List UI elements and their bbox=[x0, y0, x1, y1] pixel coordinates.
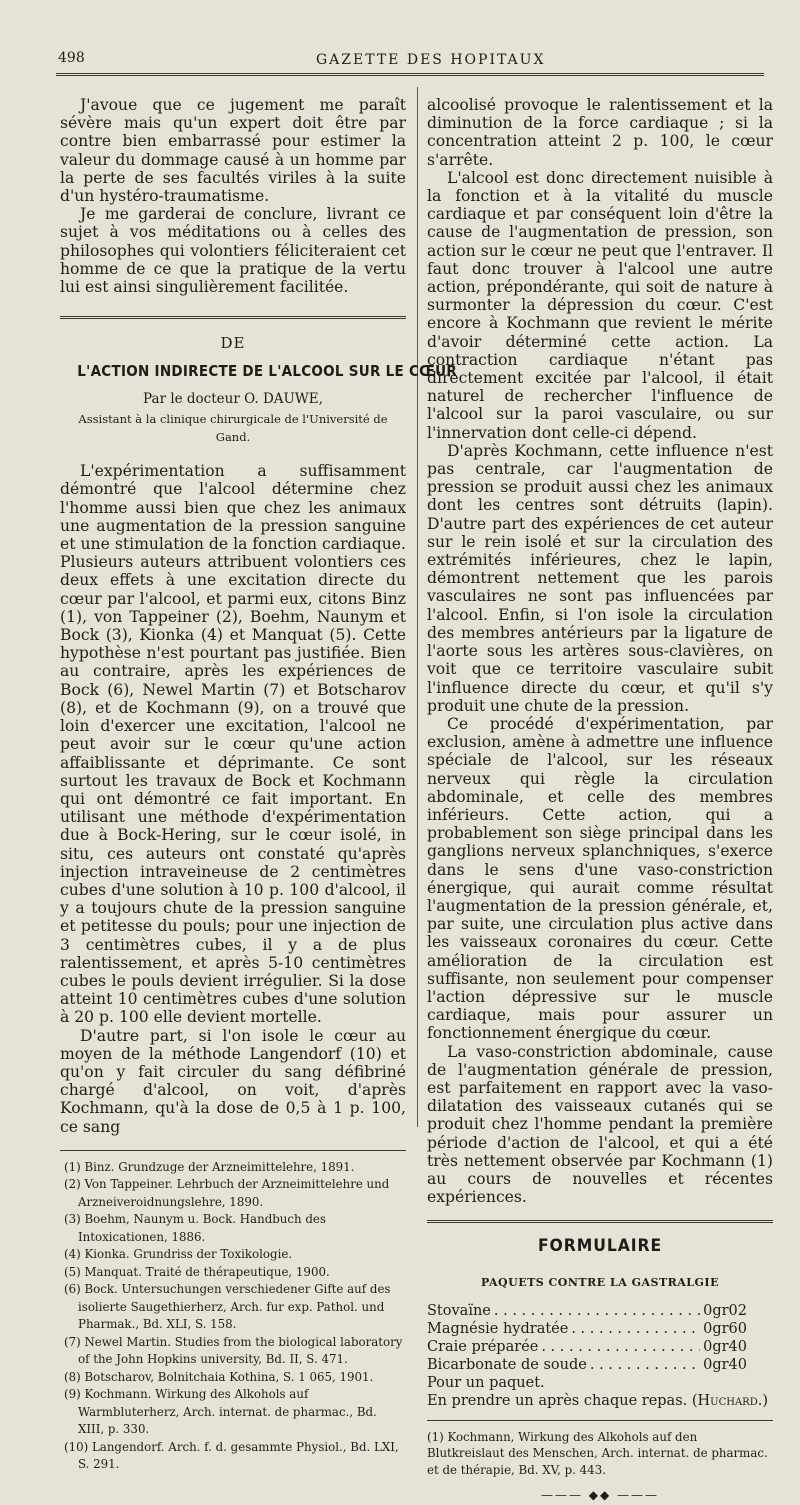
footnote: (10) Langendorf. Arch. f. d. gesammte Physiol., Bd. LXI, S. 291. bbox=[64, 1439, 399, 1472]
ingredient-name: Stovaïne bbox=[427, 1302, 491, 1319]
instruction-text: En prendre un après chaque repas. ( bbox=[427, 1392, 698, 1409]
footnote-rule bbox=[60, 1150, 406, 1151]
article-paragraph: L'expérimentation a suffisamment démontré que l'alcool détermine chez l'homme aussi bien que chez les animaux une augmentation de la pression sanguine et une stimulation de la fonction cardiaque. Plusieurs auteurs attribuent volontiers ces deux effets à une excitation directe du cœur par l'alcool, et parmi eux, citons Binz (1), von Tappeiner (2), Boehm, Naunym et Bock (3), Kionka (4) et Manquat (5). Cette hypothèse n'est pourtant pas justifiée. Bien au contraire, après les expériences de Bock (6), Newel Martin (7) et Botscharov (8), et de Kochmann (9), on a trouvé que loin d'exercer une excitation, l'alcool ne peut avoir sur le cœur qu'une action affaiblissante et déprimante. Ce sont surtout les travaux de Bock et Kochmann qui ont démontré ce fait important. En utilisant une méthode d'expérimentation due à Bock-Hering, sur le cœur isolé, in situ, ces auteurs ont constaté qu'après injection intraveineuse de 2 centimètres cubes d'une solution à 10 p. 100 d'alcool, il y a toujours chute de la pression sanguine et petitesse du pouls; pour une injection de 3 centimètres cubes, il y a de plus ralentissement, et après 5-10 centimètres cubes le pouls devient irrégulier. Si la dose atteint 10 centimètres cubes d'une solution à 20 p. 100 elle devient mortelle. bbox=[60, 462, 406, 1027]
column-divider bbox=[417, 87, 418, 1127]
ingredient-row bbox=[427, 1356, 773, 1374]
ingredient-qty: 0gr40 bbox=[703, 1338, 747, 1355]
recipe-instruction: Pour un paquet. bbox=[427, 1374, 545, 1391]
article-paragraph: D'autre part, si l'on isole le cœur au moyen de la méthode Langendorf (10) et qu'on y fait circuler du sang défibriné chargé d'alcool, on voit, d'après Kochmann, qu'à la dose de 0,5 à 1 p. 100, ce sang bbox=[60, 1026, 406, 1136]
intro-paragraph: J'avoue que ce jugement me paraît sévère mais qu'un expert doit être par contre bien embarrassé pour estimer la valeur du dommage causé à un homme par la perte de ses facultés viriles à la suite d'un hystéro-traumatisme. bbox=[60, 96, 406, 206]
leader-dots bbox=[494, 1302, 700, 1320]
header-rule bbox=[56, 73, 764, 76]
section-divider bbox=[427, 1220, 773, 1223]
recipe-instruction bbox=[427, 1392, 773, 1410]
article-author: Par le docteur O. DAUWE, bbox=[143, 390, 323, 407]
article-paragraph: La vaso-constriction abdominale, cause de l'augmentation générale de pression, est parfaitement en rapport avec la vaso-dilatation des vaisseaux cutanés qui se produit chez l'homme pendant la première période d'action de l'alcool, et qui a été très nettement observée par Kochmann (1) au cours de nouvelles et récentes expériences. bbox=[427, 1042, 773, 1207]
left-column bbox=[60, 96, 458, 1474]
footnote: (3) Boehm, Naunym u. Bock. Handbuch des Intoxicationen, 1886. bbox=[64, 1212, 326, 1244]
ingredient-row bbox=[427, 1320, 773, 1338]
footnote: (1) Kochmann, Wirkung des Alkohols auf den Blutkreislaut des Menschen, Arch. internat. de pharmac. et de thérapie, Bd. XV, p. 443. bbox=[427, 1429, 768, 1477]
leader-dots bbox=[590, 1356, 700, 1374]
article-title: L'ACTION INDIRECTE DE L'ALCOOL SUR LE CŒUR bbox=[77, 362, 458, 381]
ingredient-name: Craie préparée bbox=[427, 1338, 539, 1355]
footnote: (4) Kionka. Grundriss der Toxikologie. bbox=[64, 1247, 293, 1262]
ingredient-name: Bicarbonate de soude bbox=[427, 1356, 587, 1373]
article-paragraph: D'après Kochmann, cette influence n'est pas centrale, car l'augmentation de pression se produit aussi chez les animaux dont les centres sont détruits (lapin). D'autre part des expériences de cet auteur sur le rein isolé et sur la circulation des extrémités inférieures, chez le lapin, démontrent nettement que les parois vasculaires ne sont pas influencées par l'alcool. Enfin, si l'on isole la circulation des membres antérieurs par la ligature de l'aorte sous les artères sous-clavières, on voit que ce territoire vasculaire subit l'influence directe du cœur, et qu'il s'y produit une chute de la pression. bbox=[427, 441, 773, 715]
ingredient-qty: 0gr40 bbox=[703, 1356, 747, 1373]
ingredient-row bbox=[427, 1338, 773, 1356]
page-number: 498 bbox=[58, 50, 85, 66]
footnote: (1) Binz. Grundzuge der Arzneimittelehre, 1891. bbox=[64, 1159, 355, 1174]
footnote: (8) Botscharov, Bolnitchaia Kothina, S. 1 065, 1901. bbox=[64, 1369, 374, 1384]
footnote: (7) Newel Martin. Studies from the biological laboratory of the John Hopkins university, Bd. II, S. 471. bbox=[64, 1334, 403, 1367]
footnote: (5) Manquat. Traité de thérapeutique, 1900. bbox=[64, 1264, 330, 1279]
end-ornament: ——— ◆◆ ——— bbox=[540, 1488, 660, 1503]
footnote: (2) Von Tappeiner. Lehrbuch der Arzneimittelehre und Arzneiveroidnungslehre, 1890. bbox=[64, 1177, 390, 1209]
intro-paragraph: Je me garderai de conclure, livrant ce sujet à vos méditations ou à celles des philosophes qui volontiers féliciteraient cet homme de ce que la pratique de la vertu lui est ainsi singulièrement facilitée. bbox=[60, 205, 406, 297]
article-paragraph: alcoolisé provoque le ralentissement et la diminution de la force cardiaque ; si la concentration atteint 2 p. 100, le cœur s'arrête. bbox=[427, 96, 773, 169]
section-divider bbox=[60, 316, 406, 319]
footnote: (6) Bock. Untersuchungen verschiedener Gifte auf des isolierte Saugethierherz, Arch. fur exp. Pathol. und Pharmak., Bd. XLI, S. 158. bbox=[64, 1282, 391, 1332]
instruction-end: .) bbox=[757, 1392, 769, 1409]
leader-dots bbox=[541, 1338, 700, 1356]
recipe-title: PAQUETS CONTRE LA GASTRALGIE bbox=[481, 1275, 719, 1289]
leader-dots bbox=[571, 1320, 700, 1338]
footnote-rule bbox=[427, 1420, 773, 1421]
running-head: GAZETTE DES HOPITAUX bbox=[316, 52, 546, 68]
ingredient-row bbox=[427, 1302, 773, 1320]
article-paragraph: L'alcool est donc directement nuisible à la fonction et à la vitalité du muscle cardiaque et par conséquent loin d'être la cause de l'augmentation de pression, son action sur le cœur ne peut que l'entraver. Il faut donc trouver à l'alcool une autre action, prépondérante, qui soit de nature à surmonter la dépression du cœur. C'est encore à Kochmann que revient le mérite d'avoir déterminé cette action. La contraction cardiaque n'étant pas directement excitée par l'alcool, il était naturel de rechercher l'influence de l'alcool sur la paroi vasculaire, ou sur l'innervation dont celle-ci dépend. bbox=[427, 168, 773, 442]
right-column bbox=[427, 96, 773, 1505]
formulaire-title: FORMULAIRE bbox=[537, 1236, 663, 1257]
article-pretitle: DE bbox=[220, 334, 246, 353]
article-affiliation: Assistant à la clinique chirurgicale de l'Université de Gand. bbox=[78, 411, 388, 445]
ingredient-name: Magnésie hydratée bbox=[427, 1320, 569, 1337]
article-paragraph: Ce procédé d'expérimentation, par exclusion, amène à admettre une influence spéciale de l'alcool, sur les réseaux nerveux qui règle la circulation abdominale, et celle des membres inférieurs. Cette action, qui a probablement son siège principal dans les ganglions nerveux splanchniques, s'exerce dans le sens d'une vaso-constriction énergique, qui aurait comme résultat l'augmentation de la pression générale, et, par suite, une circulation plus active dans les vaisseaux coronaires du cœur. Cette amélioration de la circulation est suffisante, non seulement pour compenser l'action dépressive sur le muscle cardiaque, mais pour assurer un fonctionnement énergique du cœur. bbox=[427, 714, 773, 1043]
instruction-author: Huchard bbox=[697, 1392, 758, 1409]
ingredient-qty: 0gr02 bbox=[703, 1302, 747, 1319]
footnote: (9) Kochmann. Wirkung des Alkohols auf Warmbluterherz, Arch. internat. de pharmac., Bd. XIII, p. 330. bbox=[64, 1387, 377, 1437]
ingredient-qty: 0gr60 bbox=[703, 1320, 747, 1337]
footnotes bbox=[60, 1159, 406, 1474]
